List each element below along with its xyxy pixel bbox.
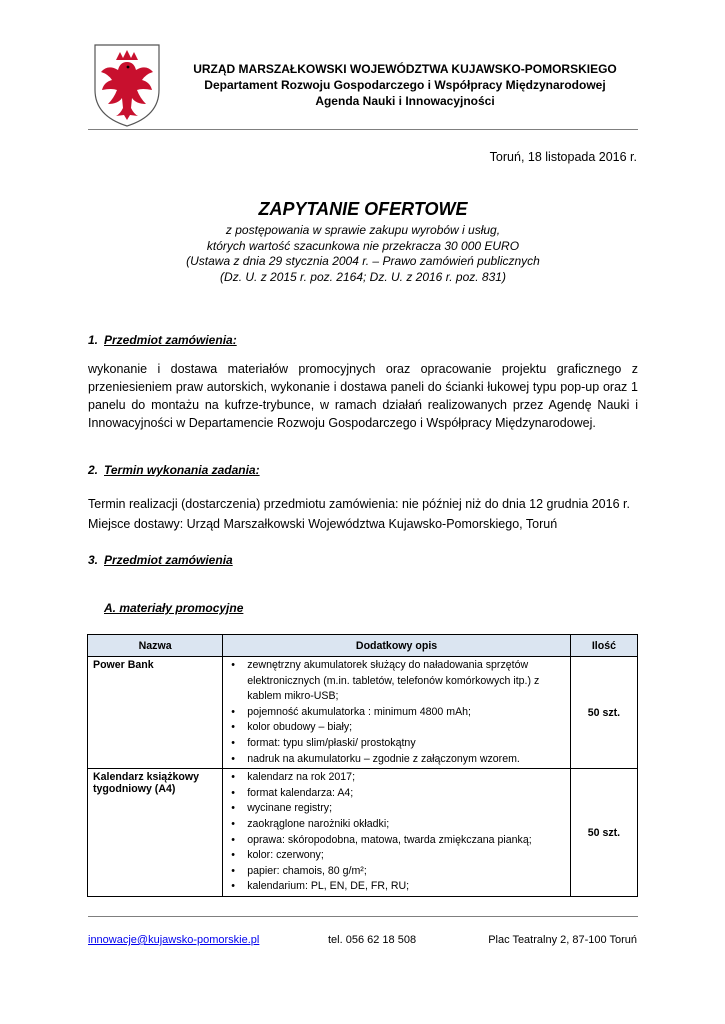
list-item: • kalendarium: PL, EN, DE, FR, RU; <box>227 879 566 895</box>
coat-of-arms-logo <box>92 42 162 128</box>
list-item: • pojemność akumulatorka : minimum 4800 mAh; <box>227 705 566 721</box>
section-number: 3. <box>88 553 99 567</box>
list-item: • kalendarz na rok 2017; <box>227 770 566 786</box>
list-item: • kolor: czerwony; <box>227 848 566 864</box>
subtitle-line: których wartość szacunkowa nie przekracza 30 000 EURO <box>206 238 520 253</box>
section-number: 2. <box>88 463 99 477</box>
list-item: • wycinane registry; <box>227 801 566 817</box>
item-quantity: 50 szt. <box>570 769 637 897</box>
subtitle-line: (Dz. U. z 2015 r. poz. 2164; Dz. U. z 2016 r. poz. 831) <box>220 270 506 285</box>
footer-divider <box>88 916 638 917</box>
item-name: Power Bank <box>88 657 223 769</box>
section-title: Przedmiot zamówienia: <box>104 333 237 347</box>
agenda-name: Agenda Nauki i Innowacyjności <box>315 94 495 108</box>
list-item: • oprawa: skóropodobna, matowa, twarda zmiękczana pianką; <box>227 833 566 849</box>
footer-address: Plac Teatralny 2, 87-100 Toruń <box>488 934 637 946</box>
column-header-quantity: Ilość <box>570 635 637 657</box>
document-title: ZAPYTANIE OFERTOWE <box>258 199 468 219</box>
table-row <box>88 769 638 897</box>
section-number: 1. <box>88 333 99 347</box>
document-date: Toruń, 18 listopada 2016 r. <box>489 150 637 164</box>
section-2-heading <box>88 463 260 477</box>
section-1-heading <box>88 333 237 347</box>
department-name: Departament Rozwoju Gospodarczego i Współpracy Międzynarodowej <box>204 78 606 92</box>
list-item: • papier: chamois, 80 g/m²; <box>227 864 566 880</box>
delivery-deadline: Termin realizacji (dostarczenia) przedmiotu zamówienia: nie później niż do dnia 12 grudnia 2016 r. <box>88 497 630 511</box>
section-title: Termin wykonania zadania: <box>104 463 260 477</box>
items-table <box>87 634 638 897</box>
list-item: • zewnętrzny akumulatorek służący do naładowania sprzętów elektronicznych (m.in. tabletów, telefonów komórkowych itp.) z kablem mikro-USB; <box>227 658 566 705</box>
list-item: • format: typu slim/płaski/ prostokątny <box>227 736 566 752</box>
office-name: URZĄD MARSZAŁKOWSKI WOJEWÓDZTWA KUJAWSKO-POMORSKIEGO <box>193 62 617 76</box>
section-3-heading <box>88 553 233 567</box>
table-header-row <box>88 635 638 657</box>
section-1-text: wykonanie i dostawa materiałów promocyjnych oraz opracowanie projektu graficznego z przeniesieniem praw autorskich, wykonanie i dostawa paneli do ścianki łukowej typu pop-up oraz 1 panelu do montażu na kufrze-trybunce, w ramach działań realizowanych przez Agendę Nauki i Innowacyjności w Departamencie Rozwoju Gospodarczego i Współpracy Międzynarodowej. <box>88 362 638 430</box>
list-item: • kolor obudowy – biały; <box>227 720 566 736</box>
list-item: • zaokrąglone narożniki okładki; <box>227 817 566 833</box>
item-description <box>223 769 571 897</box>
subtitle-line: z postępowania w sprawie zakupu wyrobów i usług, <box>225 223 501 237</box>
list-item: • nadruk na akumulatorku – zgodnie z załączonym wzorem. <box>227 752 566 768</box>
item-description <box>223 657 571 769</box>
subtitle-line: (Ustawa z dnia 29 stycznia 2004 r. – Prawo zamówień publicznych <box>186 254 540 269</box>
footer-email-link[interactable]: innowacje@kujawsko-pomorskie.pl <box>88 934 260 946</box>
delivery-place: Miejsce dostawy: Urząd Marszałkowski Województwa Kujawsko-Pomorskiego, Toruń <box>88 517 558 531</box>
item-name: Kalendarz książkowy tygodniowy (A4) <box>88 769 223 897</box>
list-item: • format kalendarza: A4; <box>227 786 566 802</box>
table-row <box>88 657 638 769</box>
column-header-description: Dodatkowy opis <box>223 635 571 657</box>
document-subtitle <box>88 223 638 286</box>
header-divider <box>88 129 638 130</box>
subsection-a-heading: A. materiały promocyjne <box>104 601 244 615</box>
footer-phone: tel. 056 62 18 508 <box>328 934 417 946</box>
column-header-name: Nazwa <box>88 635 223 657</box>
item-quantity: 50 szt. <box>570 657 637 769</box>
section-title: Przedmiot zamówienia <box>104 553 233 567</box>
